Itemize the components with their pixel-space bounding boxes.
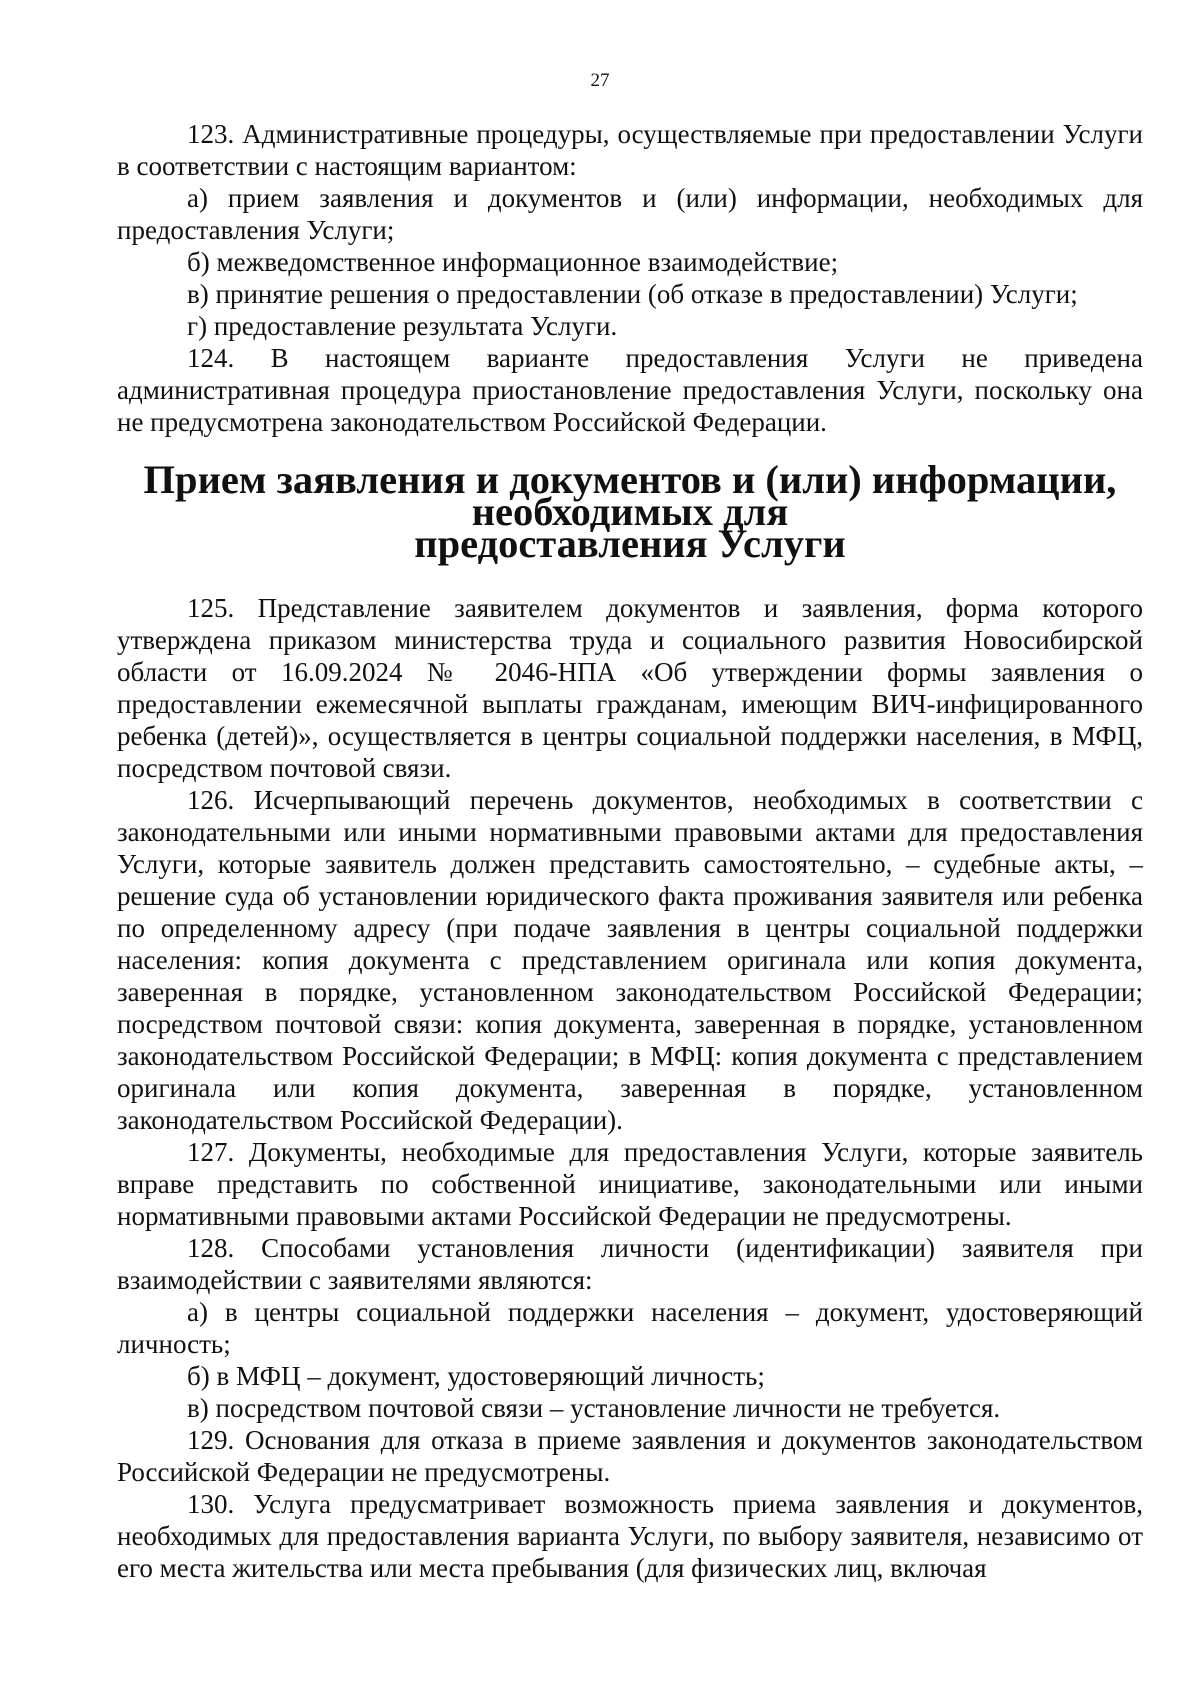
paragraph-125: 125. Представление заявителем документов и заявления, форма которого утверждена приказом министерства труда и социального развития Новосибирской области от 16.09.2024 № 2046-НПА «Об утверждении формы заявления о предоставлении ежемесячной выплаты гражданам, имеющим ВИЧ-инфицированного ребенка (детей)», осуществляется в центры социальной поддержки населения, в МФЦ, посредством почтовой связи.	[117, 593, 1143, 783]
section-heading-line-2: предоставления Услуги	[414, 521, 846, 566]
list-item-g: г) предоставление результата Услуги.	[187, 311, 618, 341]
paragraph-123: 123. Административные процедуры, осуществляемые при предоставлении Услуги в соответствии с настоящим вариантом:	[117, 119, 1143, 181]
identification-item-v: в) посредством почтовой связи – установление личности не требуется.	[187, 1393, 1001, 1423]
identification-item-b: б) в МФЦ – документ, удостоверяющий личность;	[187, 1361, 765, 1391]
list-item-v: в) принятие решения о предоставлении (об отказе в предоставлении) Услуги;	[187, 279, 1078, 309]
list-item-a: а) прием заявления и документов и (или) информации, необходимых для предоставления Услуги;	[117, 183, 1143, 245]
page-body	[117, 118, 1143, 1584]
section-heading	[117, 438, 1143, 592]
identification-item-a: а) в центры социальной поддержки населения – документ, удостоверяющий личность;	[117, 1297, 1143, 1359]
paragraph-130: 130. Услуга предусматривает возможность приема заявления и документов, необходимых для предоставления варианта Услуги, по выбору заявителя, независимо от его места жительства или места пребывания (для физических лиц, включая	[117, 1489, 1143, 1583]
paragraph-126: 126. Исчерпывающий перечень документов, необходимых в соответствии с законодательными или иными нормативными правовыми актами для предоставления Услуги, которые заявитель должен представить самостоятельно, – судебные акты, – решение суда об установлении юридического факта проживания заявителя или ребенка по определенному адресу (при подаче заявления в центры социальной поддержки населения: копия документа с представлением оригинала или копия документа, заверенная в порядке, установленном законодательством Российской Федерации; посредством почтовой связи: копия документа, заверенная в порядке, установленном законодательством Российской Федерации; в МФЦ: копия документа с представлением оригинала или копия документа, заверенная в порядке, установленном законодательством Российской Федерации).	[117, 785, 1143, 1135]
paragraph-128: 128. Способами установления личности (идентификации) заявителя при взаимодействии с заявителями являются:	[117, 1233, 1143, 1295]
paragraph-129: 129. Основания для отказа в приеме заявления и документов законодательством Российской Федерации не предусмотрены.	[117, 1425, 1143, 1487]
page-number: 27	[590, 70, 610, 91]
paragraph-124: 124. В настоящем варианте предоставления Услуги не приведена административная процедура приостановление предоставления Услуги, поскольку она не предусмотрена законодательством Российской Федерации.	[117, 343, 1143, 437]
list-item-b: б) межведомственное информационное взаимодействие;	[187, 247, 839, 277]
section-heading-line-1: Прием заявления и документов и (или) информации, необходимых для	[143, 457, 1117, 534]
paragraph-127: 127. Документы, необходимые для предоставления Услуги, которые заявитель вправе представить по собственной инициативе, законодательными или иными нормативными правовыми актами Российской Федерации не предусмотрены.	[117, 1137, 1143, 1231]
